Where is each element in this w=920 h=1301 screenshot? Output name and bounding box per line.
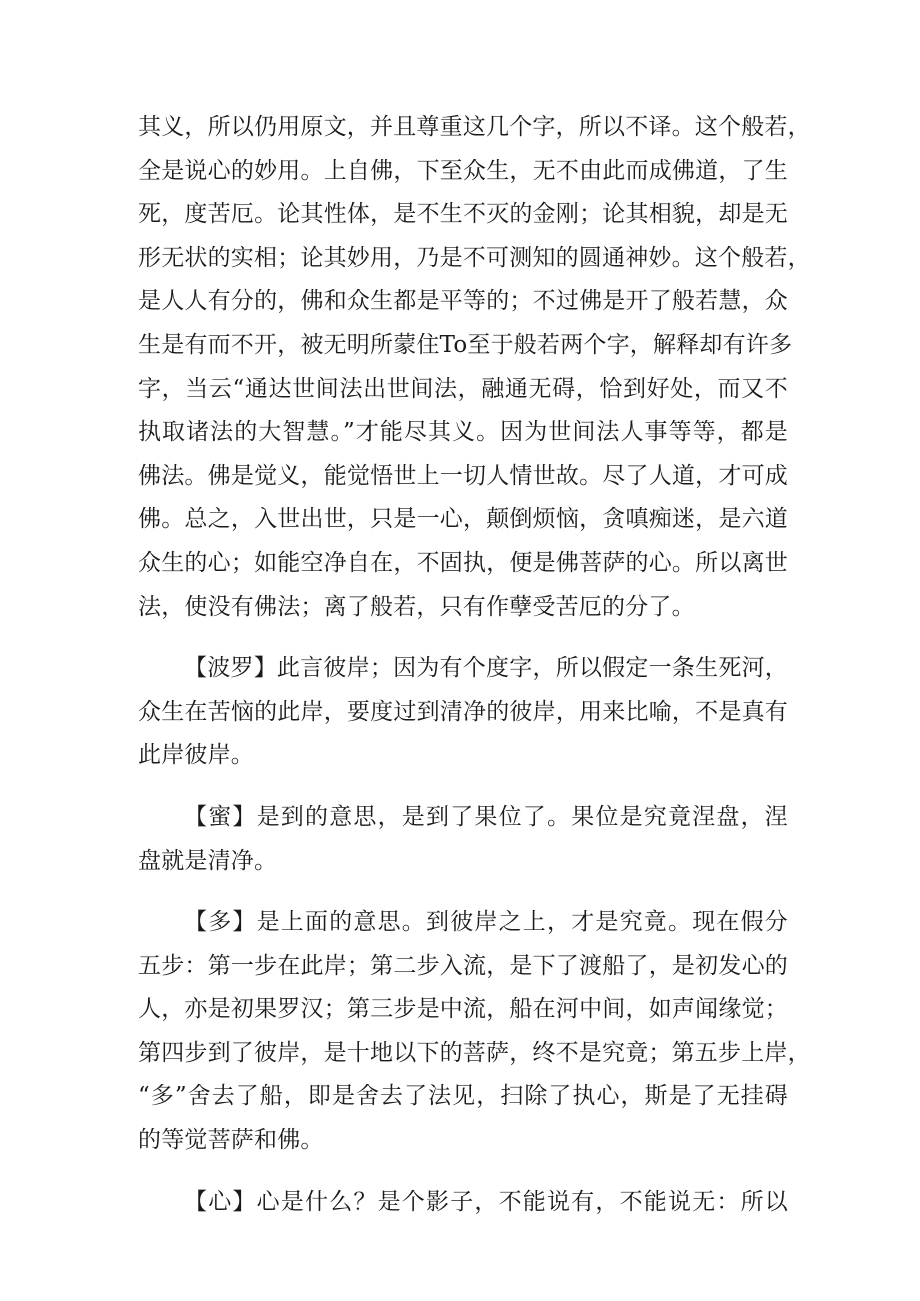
text-line: 的等觉菩萨和佛。 xyxy=(138,1127,324,1154)
paragraph-mi xyxy=(138,796,788,883)
text-line: 此岸彼岸。 xyxy=(138,742,254,769)
paragraph-boluo xyxy=(138,647,788,778)
text-line: 【多】是上面的意思。到彼岸之上，才是究竟。现在假分 xyxy=(184,909,788,936)
text-line: 佛。总之，入世出世，只是一心，颠倒烦恼，贪嗔痴迷，是六道 xyxy=(138,506,788,533)
paragraph-xin xyxy=(138,1181,788,1225)
text-line: 人，亦是初果罗汉；第三步是中流，船在河中间，如声闻缘觉； xyxy=(138,996,788,1023)
text-line: 是人人有分的，佛和众生都是平等的；不过佛是开了般若慧，众 xyxy=(138,288,788,315)
text-line: 生是有而不开，被无明所蒙住To至于般若两个字，解释却有许多 xyxy=(138,331,793,358)
text-line: 字，当云“通达世间法出世间法，融通无碍，恰到好处，而又不 xyxy=(138,375,788,402)
paragraph-prajna-definition xyxy=(138,106,811,629)
text-line: 众生的心；如能空净自在，不固执，便是佛菩萨的心。所以离世 xyxy=(138,549,788,576)
text-line: 死，度苦厄。论其性体，是不生不灭的金刚；论其相貌，却是无 xyxy=(138,201,788,228)
text-line: 【心】心是什么？是个影子，不能说有，不能说无：所以 xyxy=(184,1188,788,1215)
text-line: 【波罗】此言彼岸；因为有个度字，所以假定一条生死河， xyxy=(184,655,788,682)
text-line: 形无状的实相；论其妙用，乃是不可测知的圆通神妙。这个般若， xyxy=(138,244,811,271)
text-line: 法，使没有佛法；离了般若，只有作孽受苦厄的分了。 xyxy=(138,593,695,620)
text-line: 执取诸法的大智慧。”才能尽其义。因为世间法人事等等，都是 xyxy=(138,419,788,446)
text-line: 第四步到了彼岸，是十地以下的菩萨，终不是究竟；第五步上岸， xyxy=(138,1039,811,1066)
text-line: 【蜜】是到的意思，是到了果位了。果位是究竟涅盘，涅 xyxy=(184,803,788,830)
text-line: 佛法。佛是觉义，能觉悟世上一切人情世故。尽了人道，才可成 xyxy=(138,462,788,489)
text-line: 全是说心的妙用。上自佛，下至众生，无不由此而成佛道，了生 xyxy=(138,157,788,184)
text-line: 其义，所以仍用原文，并且尊重这几个字，所以不译。这个般若， xyxy=(138,114,811,140)
text-line: 五步：第一步在此岸；第二步入流，是下了渡船了，是初发心的 xyxy=(138,952,788,979)
text-line: 盘就是清净。 xyxy=(138,847,278,874)
body-text xyxy=(138,106,811,1224)
paragraph-duo xyxy=(138,901,811,1163)
text-line: 众生在苦恼的此岸，要度过到清净的彼岸，用来比喻，不是真有 xyxy=(138,698,788,725)
text-line: “多”舍去了船，即是舍去了法见，扫除了执心，斯是了无挂碍 xyxy=(138,1083,788,1110)
